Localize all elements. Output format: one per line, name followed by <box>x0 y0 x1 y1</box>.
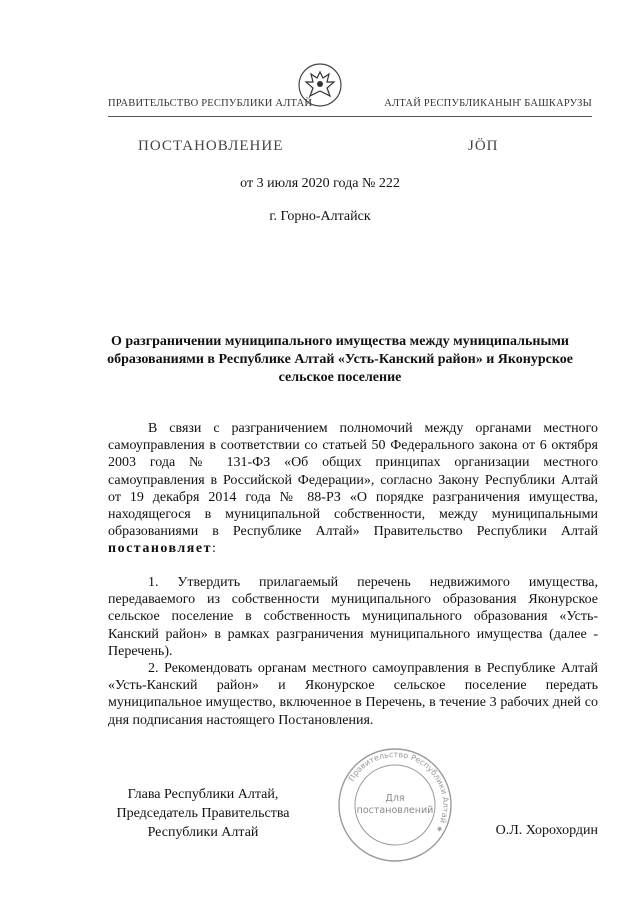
org-name-altai: АЛТАЙ РЕСПУБЛИКАНЫҤ БАШКАРУЗЫ <box>384 98 592 109</box>
doc-type-russian: ПОСТАНОВЛЕНИЕ <box>138 138 284 154</box>
preamble-end: : <box>211 541 216 557</box>
doc-type-altai: ЈӦП <box>468 138 499 154</box>
paragraph-item-2: 2. Рекомендовать органам местного самоуправления в Республике Алтай «Усть-Канский район» и Яконурское сельское поселение передать муниципальное имущество, включенное в Перечень, в течение 3 рабочих дней со дня подписания настоящего Постановления. <box>108 661 598 728</box>
stamp-center-text: Для постановлений <box>356 793 434 816</box>
signatory-position <box>108 785 298 842</box>
svg-text:Правительство Республики Алтай: Правительство Республики Алтай ★ <box>346 749 451 835</box>
signatory-name: О.Л. Хорохордин <box>495 823 598 838</box>
header-divider <box>108 116 592 117</box>
resolution-verb: постановляет <box>108 541 212 557</box>
position-line-2: Председатель Правительства <box>116 806 290 821</box>
doc-title: О разграничении муниципального имущества между муниципальными образованиями в Республике Алтай «Усть-Канский район» и Яконурское сельское поселение <box>107 334 573 385</box>
paragraph-preamble <box>108 420 598 558</box>
organization-header <box>108 98 592 114</box>
preamble-text: В связи с разграничением полномочий между органами местного самоуправления в соответствии со статьей 50 Федерального закона от 6 октября 2003 года № 131-ФЗ «Об общих принципах организации местного самоуправления в Российской Федерации», согласно Закону Республики Алтай от 19 декабря 2014 года № 88-РЗ «О порядке разграничения имущества, находящегося в муниципальной собственности, между муниципальными образованиями в Республике Алтай» Правительство Республики Алтай <box>108 421 598 540</box>
paragraph-item-1: 1. Утвердить прилагаемый перечень недвижимого имущества, передаваемого из собственности муниципального образования Яконурское сельское поселение в собственность муниципального образования «Усть-Канский район» в рамках разграничения муниципального имущества (далее - Перечень). <box>108 575 598 659</box>
position-line-1: Глава Республики Алтай, <box>127 787 279 802</box>
doc-city: г. Горно-Алтайск <box>269 209 371 224</box>
doc-date-number: от 3 июля 2020 года № 222 <box>240 176 400 191</box>
position-line-3: Республики Алтай <box>147 825 259 840</box>
org-name-russian: ПРАВИТЕЛЬСТВО РЕСПУБЛИКИ АЛТАЙ <box>108 98 313 109</box>
